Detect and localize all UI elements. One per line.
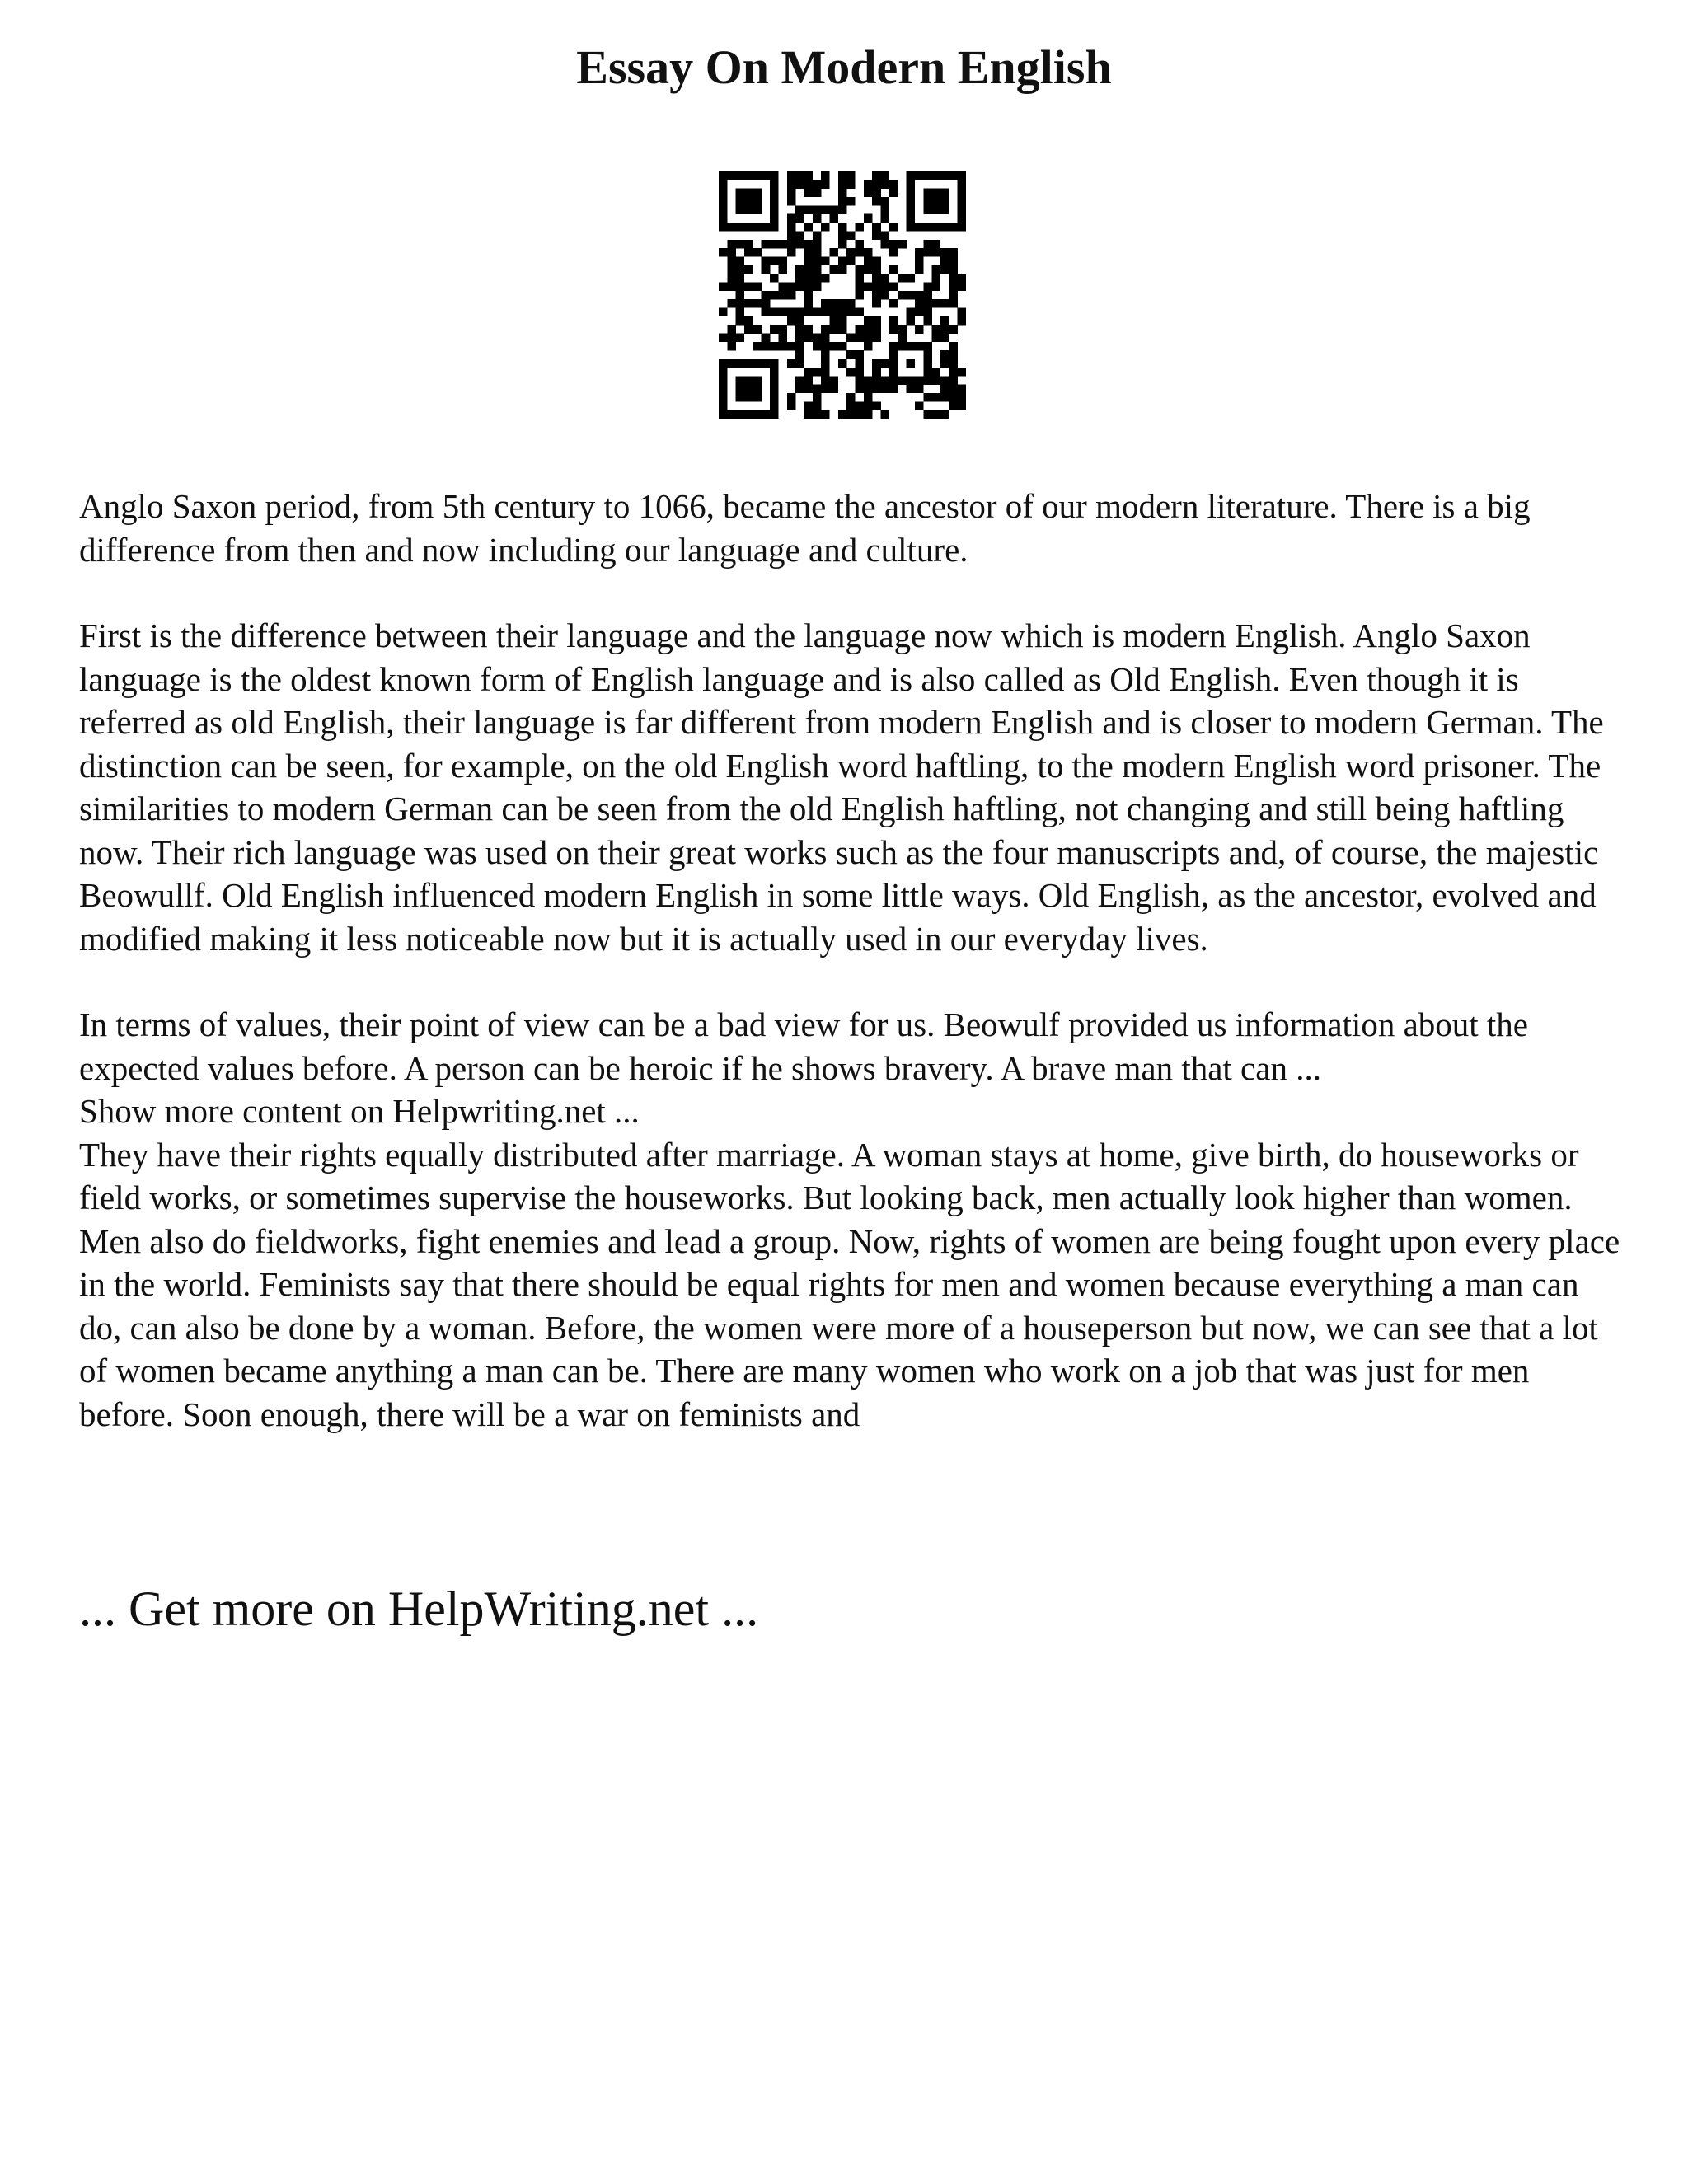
essay-body bbox=[79, 485, 1629, 1436]
qr-code-graphic bbox=[719, 171, 966, 419]
paragraph-rights: They have their rights equally distributed after marriage. A woman stays at home, give birth, do houseworks or field works, or sometimes supervise the houseworks. But looking back, men actually look higher than women. Men also do fieldworks, fight enemies and lead a group. Now, rights of women are being fought upon every place in the world. Feminists say that there should be equal rights for men and women because everything a man can do, can also be done by a woman. Before, the women were more of a houseperson but now, we can see that a lot of women became anything a man can be. There are many women who work on a job that was just for men before. Soon enough, there will be a war on feminists and bbox=[79, 1135, 1620, 1433]
get-more-link[interactable]: ... Get more on HelpWriting.net ... bbox=[79, 1582, 759, 1636]
qr-code-icon bbox=[719, 171, 966, 419]
paragraph-intro: Anglo Saxon period, from 5th century to 1066, became the ancestor of our modern literature. There is a big difference from then and now including our language and culture. bbox=[79, 487, 1531, 569]
paragraph-values: In terms of values, their point of view can be a bad view for us. Beowulf provided us information about the expected values before. A person can be heroic if he shows bravery. A brave man that can ... bbox=[79, 1005, 1528, 1087]
paragraph-gap bbox=[79, 571, 1629, 614]
page-title: Essay On Modern English bbox=[576, 40, 1112, 94]
paragraph-gap bbox=[79, 960, 1629, 1003]
paragraph-language: First is the difference between their language and the language now which is modern English. Anglo Saxon language is the oldest known form of English language and is also called as Old English. Even though it is referred as old English, their language is far different from modern English and is closer to modern German. The distinction can be seen, for example, on the old English word haftling, to the modern English word prisoner. The similarities to modern German can be seen from the old English haftling, not changing and still being haftling now. Their rich language was used on their great works such as the four manuscripts and, of course, the majestic Beowullf. Old English influenced modern English in some little ways. Old English, as the ancestor, evolved and modified making it less noticeable now but it is actually used in our everyday lives. bbox=[79, 616, 1604, 958]
show-more-link[interactable]: Show more content on Helpwriting.net ... bbox=[79, 1092, 640, 1130]
